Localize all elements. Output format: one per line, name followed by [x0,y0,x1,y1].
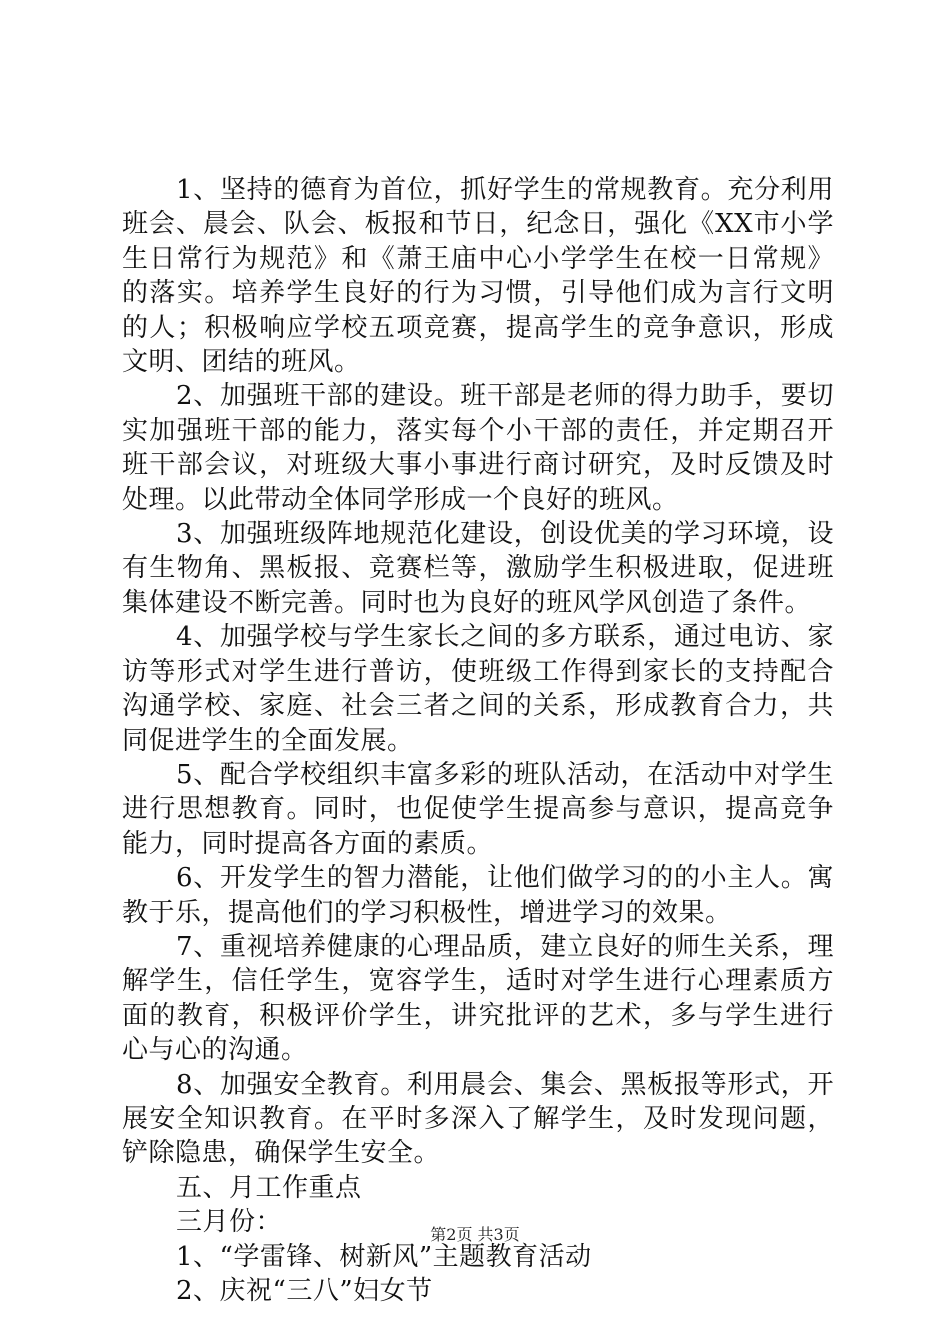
document-body [122,173,834,1308]
section-heading-monthly-focus: 五、月工作重点 [176,1172,362,1203]
paragraph-item-2: 2、加强班干部的建设。班干部是老师的得力助手，要切实加强班干部的能力，落实每个小干部的责任，并定期召开班干部会议，对班级大事小事进行商讨研究，及时反馈及时处理。以此带动全体同学形成一个良好的班风。 [122,381,834,515]
paragraph-item-3: 3、加强班级阵地规范化建设，创设优美的学习环境，设有生物角、黑板报、竞赛栏等，激励学生积极进取，促进班集体建设不断完善。同时也为良好的班风学风创造了条件。 [122,519,834,618]
paragraph-item-7: 7、重视培养健康的心理品质，建立良好的师生关系，理解学生，信任学生，宽容学生，适时对学生进行心理素质方面的教育，积极评价学生，讲究批评的艺术，多与学生进行心与心的沟通。 [122,931,834,1066]
paragraph-item-1: 1、坚持的德育为首位，抓好学生的常规教育。充分利用班会、晨会、队会、板报和节日，纪念日，强化《XX市小学生日常行为规范》和《萧王庙中心小学学生在校一日常规》的落实。培养学生良好的行为习惯，引导他们成为言行文明的人；积极响应学校五项竞赛，提高学生的竞争意识，形成文明、团结的班风。 [122,175,834,378]
march-item-1: 1、“学雷锋、树新风”主题教育活动 [176,1241,592,1272]
month-label-march: 三月份： [176,1207,283,1238]
paragraph-item-6: 6、开发学生的智力潜能，让他们做学习的的小主人。寓教于乐，提高他们的学习积极性，增进学习的效果。 [122,863,834,928]
march-item-2: 2、庆祝“三八”妇女节 [176,1276,433,1306]
page-number-footer: 第2页 共3页 [430,1225,520,1244]
paragraph-item-4: 4、加强学校与学生家长之间的多方联系，通过电访、家访等形式对学生进行普访，使班级工作得到家长的支持配合沟通学校、家庭、社会三者之间的关系，形成教育合力，共同促进学生的全面发展。 [122,622,834,756]
paragraph-item-8: 8、加强安全教育。利用晨会、集会、黑板报等形式，开展安全知识教育。在平时多深入了解学生，及时发现问题，铲除隐患，确保学生安全。 [122,1069,834,1169]
paragraph-item-5: 5、配合学校组织丰富多彩的班队活动，在活动中对学生进行思想教育。同时，也促使学生提高参与意识，提高竞争能力，同时提高各方面的素质。 [122,759,834,859]
